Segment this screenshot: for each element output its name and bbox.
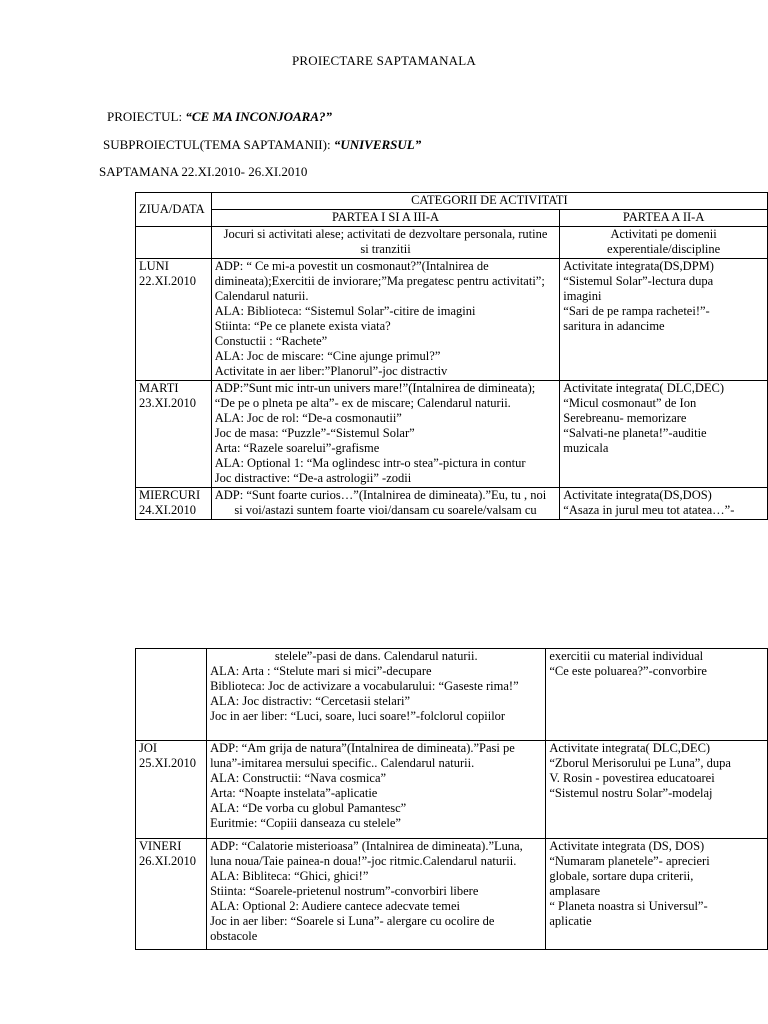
day-cell [136, 381, 212, 488]
cell-text-line: 22.XI.2010 [139, 274, 196, 288]
cell-text-line: ALA: Joc de miscare: “Cine ajunge primul?” [214, 349, 441, 363]
cell-text-line: ALA: Joc distractiv: “Cercetasii stelari” [210, 694, 411, 708]
cell-text-line: LUNI [139, 259, 169, 273]
cell-text-line: ADP: “Am grija de natura”(Intalnirea de dimineata).”Pasi pe [210, 741, 515, 755]
cell-text-line: Arta: “Noapte instelata”-aplicatie [210, 786, 378, 800]
part1-header: PARTEA I SI A III-A [211, 210, 560, 227]
cell-text-line: experentiale/discipline [607, 242, 721, 256]
part1-cell [211, 488, 560, 520]
cell-text-line: MARTI [139, 381, 179, 395]
cell-text-line: stelele”-pasi de dans. Calendarul naturii. [274, 649, 478, 663]
part2-cell [560, 381, 768, 488]
cell-text-line: 23.XI.2010 [139, 396, 196, 410]
cell-text-line: ALA: Optional 2: Audiere cantece adecvate temei [210, 899, 460, 913]
part2-cell [560, 488, 768, 520]
part2-cell [546, 649, 768, 741]
cell-text-line: luna”-imitarea mersului specific.. Calendarul naturii. [210, 756, 475, 770]
project-line [107, 109, 332, 125]
part1-subheader [211, 227, 560, 259]
cell-text-line: Activitati pe domenii [610, 227, 717, 241]
cell-text-line: globale, sortare dupa criterii, [549, 869, 694, 883]
table-row [136, 839, 768, 950]
cell-text-line: “ Planeta noastra si Universul”- [549, 899, 708, 913]
part2-header: PARTEA A II-A [560, 210, 768, 227]
cell-text-line: ALA: Joc de rol: “De-a cosmonautii” [214, 411, 402, 425]
cell-text-line: Biblioteca: Joc de activizare a vocabularului: “Gaseste rima!” [210, 679, 519, 693]
cell-text-line: V. Rosin - povestirea educatoarei [549, 771, 715, 785]
week-line: SAPTAMANA 22.XI.2010- 26.XI.2010 [99, 164, 308, 179]
cell-text-line: Activitate integrata(DS,DOS) [563, 488, 712, 502]
cell-text-line: 25.XI.2010 [139, 756, 196, 770]
cell-text-line: si tranzitii [360, 242, 411, 256]
cell-text-line: “Sari de pe rampa rachetei!”- [563, 304, 710, 318]
cell-text-line: dimineata);Exercitii de inviorare;”Ma pregatesc pentru activitati”; [214, 274, 545, 288]
cell-text-line: “Numaram planetele”- aprecieri [549, 854, 710, 868]
day-cell [136, 259, 212, 381]
cell-text-line: “De pe o plneta pe alta”- ex de miscare; Calendarul naturii. [214, 396, 511, 410]
project-name: “CE MA INCONJOARA?” [185, 109, 333, 124]
day-cell [136, 649, 207, 741]
cell-text-line: ALA: “De vorba cu globul Pamantesc” [210, 801, 407, 815]
cell-text-line: Stiinta: “Pe ce planete exista viata? [214, 319, 391, 333]
cell-text-line: obstacole [210, 929, 258, 943]
table-row [136, 259, 768, 381]
cell-text-line: ALA: Optional 1: “Ma oglindesc intr-o stea”-pictura in contur [214, 456, 526, 470]
part1-cell [211, 381, 560, 488]
cell-text-line: Activitate integrata( DLC,DEC) [549, 741, 711, 755]
cell-text-line: luna noua/Taie painea-n doua!”-joc ritmic.Calendarul naturii. [210, 854, 517, 868]
cell-text-line: “Micul cosmonaut” de Ion [563, 396, 697, 410]
day-cell [136, 488, 212, 520]
cell-text-line: Constuctii : “Rachete” [214, 334, 328, 348]
cell-text-line: 26.XI.2010 [139, 854, 196, 868]
page-title: PROIECTARE SAPTAMANALA [292, 53, 476, 68]
part1-cell [207, 649, 546, 741]
cell-text-line: ALA: Biblioteca: “Sistemul Solar”-citire de imagini [214, 304, 476, 318]
cell-text-line: ADP: “Sunt foarte curios…”(Intalnirea de dimineata).”Eu, tu , noi [214, 488, 547, 502]
cell-text-line: “Sistemul Solar”-lectura dupa [563, 274, 714, 288]
cell-text-line: Stiinta: “Soarele-prietenul nostrum”-convorbiri libere [210, 884, 479, 898]
day-cell [136, 741, 207, 839]
cell-text-line: “Ce este poluarea?”-convorbire [549, 664, 707, 678]
categories-header: CATEGORII DE ACTIVITATI [211, 193, 767, 210]
cell-text-line: 24.XI.2010 [139, 503, 196, 517]
cell-text-line: “Salvati-ne planeta!”-auditie [563, 426, 707, 440]
table-row [136, 488, 768, 520]
cell-text-line: Joc distractive: “De-a astrologii” -zodii [214, 471, 412, 485]
part1-cell [211, 259, 560, 381]
weekly-plan-table-continued [135, 648, 768, 950]
cell-text-line: si voi/astazi suntem foarte vioi/dansam cu soarele/valsam cu [234, 503, 537, 517]
subproject-name: “UNIVERSUL” [333, 137, 422, 152]
table-row [136, 649, 768, 741]
cell-text-line: saritura in adancime [563, 319, 665, 333]
project-label: PROIECTUL: [107, 109, 186, 124]
cell-text-line: Activitate integrata( DLC,DEC) [563, 381, 724, 395]
part2-cell [546, 741, 768, 839]
cell-text-line: Joc de masa: “Puzzle”-“Sistemul Solar” [214, 426, 415, 440]
cell-text-line: Activitate in aer liber:”Planorul”-joc distractiv [214, 364, 448, 378]
cell-text-line: ADP:”Sunt mic intr-un univers mare!”(Intalnirea de dimineata); [214, 381, 536, 395]
table-row [136, 741, 768, 839]
cell-text-line: Joc in aer liber: “Soarele si Luna”- alergare cu ocolire de [210, 914, 495, 928]
cell-text-line: muzicala [563, 441, 609, 455]
part1-cell [207, 839, 546, 950]
cell-text-line: amplasare [549, 884, 601, 898]
cell-text-line: imagini [563, 289, 602, 303]
subproject-label: SUBPROIECTUL(TEMA SAPTAMANII): [103, 137, 334, 152]
cell-text-line: “Asaza in jurul meu tot atatea…”- [563, 503, 735, 517]
cell-text-line: Calendarul naturii. [214, 289, 309, 303]
cell-text-line: “Sistemul nostru Solar”-modelaj [549, 786, 713, 800]
cell-text-line: ADP: “Calatorie misterioasa” (Intalnirea de dimineata).”Luna, [210, 839, 523, 853]
cell-text-line: Activitate integrata(DS,DPM) [563, 259, 714, 273]
cell-text-line: Serebreanu- memorizare [563, 411, 687, 425]
weekly-plan-table [135, 192, 768, 520]
cell-text-line: Activitate integrata (DS, DOS) [549, 839, 705, 853]
cell-text-line: VINERI [139, 839, 182, 853]
part2-cell [546, 839, 768, 950]
table-row [136, 381, 768, 488]
cell-text-line: Jocuri si activitati alese; activitati de dezvoltare personala, rutine [223, 227, 548, 241]
cell-text-line: MIERCURI [139, 488, 201, 502]
cell-text-line: ALA: Constructii: “Nava cosmica” [210, 771, 387, 785]
part2-subheader [560, 227, 768, 259]
cell-text-line: aplicatie [549, 914, 592, 928]
subproject-line [103, 137, 421, 153]
cell-text-line: JOI [139, 741, 158, 755]
cell-text-line: Arta: “Razele soarelui”-grafisme [214, 441, 380, 455]
cell-text-line: Joc in aer liber: “Luci, soare, luci soare!”-folclorul copiilor [210, 709, 506, 723]
part1-cell [207, 741, 546, 839]
day-cell [136, 839, 207, 950]
part2-cell [560, 259, 768, 381]
day-date-header: ZIUA/DATA [136, 193, 212, 227]
cell-text-line: ALA: Bibliteca: “Ghici, ghici!” [210, 869, 369, 883]
cell-text-line: “Zborul Merisorului pe Luna”, dupa [549, 756, 731, 770]
cell-text-line: ADP: “ Ce mi-a povestit un cosmonaut?”(Intalnirea de [214, 259, 489, 273]
cell-text-line: exercitii cu material individual [549, 649, 704, 663]
empty-cell [136, 227, 212, 259]
cell-text-line: ALA: Arta : “Stelute mari si mici”-decupare [210, 664, 432, 678]
cell-text-line: Euritmie: “Copiii danseaza cu stelele” [210, 816, 401, 830]
